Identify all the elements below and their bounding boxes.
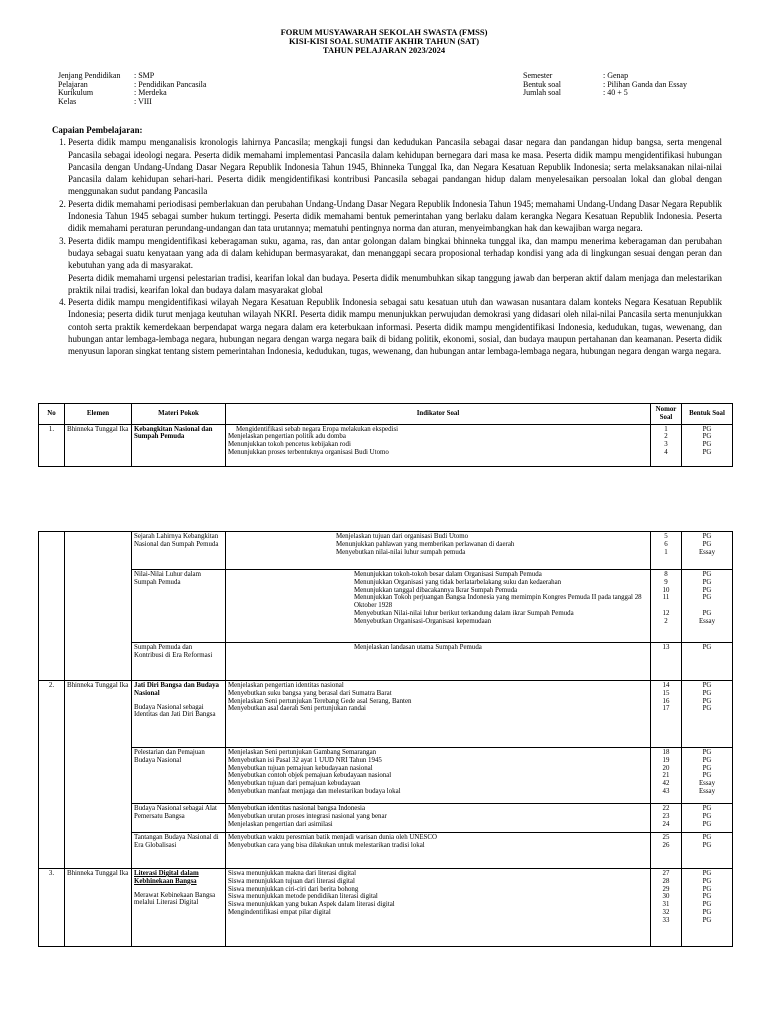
cell-nomor [651,869,682,947]
cell-elemen: Bhinneka Tunggal Ika [65,681,132,869]
bentuk-text: PG [702,571,712,578]
materi-pokok-sub: Merawat Kebinekaan Bangsa melalui Literasi Digital [134,891,216,907]
meta-label: Kurikulum [58,88,94,97]
cell-no [39,532,65,681]
cell-nomor [651,748,682,804]
meta-label: Semester [523,71,553,80]
indikator-text: Menyebutkan identitas nasional bangsa Indonesia [228,805,366,812]
indikator-text: Menjelaskan Seni pertunjukan Terebang Gede asal Serang, Banten [228,697,412,705]
cell-nomor [651,643,682,681]
meta-label: Pelajaran [58,79,88,89]
bentuk-text: PG [702,586,712,594]
indikator-text: Menyebutkan suku bangsa yang berasal dari Sumatra Barat [228,689,392,697]
nomor-text: 18 [662,749,670,756]
cell-materi [132,869,226,947]
cell-indikator [226,424,651,466]
nomor-text: 13 [662,644,670,651]
indikator-text: Menyebutkan tujuan dari pemajuan kebudayaan [228,780,361,788]
nomor-text: 1 [664,425,668,433]
bentuk-text: PG [702,705,712,713]
cell-elemen [65,532,132,681]
cell-bentuk [682,532,733,570]
cell-indikator [226,869,651,947]
indikator-text: Menunjukkan Tokoh perjuangan Bangsa Indonesia yang memimpin Kongres Pemuda II pada tanggal 28 Oktober 1928 [354,594,642,610]
meta-label: Jenjang Pendidikan [58,71,121,80]
table-row [39,833,733,869]
cell-bentuk [682,424,733,466]
cell-nomor [651,833,682,869]
indikator-text: Menyebutkan asal daerah Seni pertunjukan randai [228,705,366,713]
indikator-text: Menunjukkan tokoh pencetus kebijakan rodi [228,441,351,449]
meta-label: Jumlah soal [523,88,561,97]
meta-value: : Pilihan Ganda dan Essay [603,79,687,89]
cell-bentuk [682,643,733,681]
meta-right [523,72,687,98]
bentuk-text: PG [702,772,712,780]
meta-left [58,72,206,106]
capaian-item-extra: Peserta didik memahami urgensi pelestarian tradisi, kearifan lokal dan budaya. Peserta didik menumbuhkan sikap tanggung jawab dan berperan aktif dalam menjaga dan melestarikan praktik nilai tradisi, kearifan lokal dan budaya dalam masyarakat global [68,272,722,295]
nomor-text: 32 [662,908,670,916]
cell-materi: Sumpah Pemuda dan Kontribusi di Era Reformasi [132,643,226,681]
meta-value: : Genap [603,71,629,80]
cell-materi [132,681,226,748]
bentuk-text: PG [702,841,712,849]
cell-bentuk [682,748,733,804]
bentuk-text: PG [702,885,712,893]
table-row [39,869,733,947]
bentuk-text: Essay [698,780,716,788]
nomor-text: 27 [662,870,670,877]
indikator-text: Menyebutkan Organisasi-Organisasi kepemudaan [354,617,492,625]
indikator-text: Menunjukkan proses terbentuknya organisasi Budi Utomo [228,448,389,456]
cell-elemen: Bhinneka Tunggal Ika [65,424,132,466]
bentuk-text: Essay [698,617,716,625]
meta-label: Kelas [58,96,77,106]
nomor-text: 14 [662,682,670,689]
meta-value: : Pendidikan Pancasila [134,79,207,89]
table-row [39,748,733,804]
bentuk-text: PG [702,610,712,618]
bentuk-text: PG [702,893,712,901]
indikator-text: Menjelaskan pengertian politik adu domba [228,433,346,441]
bentuk-text: PG [702,870,712,877]
table-header-row [39,404,733,425]
capaian-item [68,136,722,197]
doc-title-line2: KISI-KISI SOAL SUMATIF AKHIR TAHUN (SAT) [288,36,480,46]
capaian-pembelajaran [52,124,722,358]
nomor-text: 24 [662,820,670,828]
bentuk-text: PG [702,834,712,841]
bentuk-text: PG [702,764,712,772]
col-header-indikator: Indikator Soal [226,404,651,425]
bentuk-text: PG [702,448,712,456]
cell-nomor [651,532,682,570]
cell-indikator [226,681,651,748]
indikator-text: Menyebutkan waktu peresmian batik menjadi warisan dunia oleh UNESCO [228,834,437,841]
indikator-text: Menjelaskan pengertian identitas nasional [228,682,344,689]
cell-no: 3. [39,869,65,947]
bentuk-text: PG [702,540,712,548]
cell-bentuk [682,570,733,643]
bentuk-text: PG [702,425,712,433]
cell-nomor [651,681,682,748]
nomor-text: 29 [662,885,670,893]
capaian-item [68,296,722,357]
nomor-text: 22 [662,805,670,812]
indikator-text: Menjelaskan tujuan dari organisasi Budi Utomo [336,533,469,540]
indikator-text: Menyebutkan tujuan pemajuan kebudayaan nasional [228,764,373,772]
indikator-text: Menunjukkan tanggal dibacakannya Ikrar Sumpah Pemuda [354,586,518,594]
cell-materi: Budaya Nasional sebagai Alat Pemersatu Bangsa [132,804,226,833]
bentuk-text: Essay [698,787,716,795]
cell-materi: Pelestarian dan Pemajuan Budaya Nasional [132,748,226,804]
indikator-text: Menunjukkan Organisasi yang tidak berlatarbelakang suku dan kedaerahan [354,578,562,586]
cell-indikator [226,532,651,570]
bentuk-text: PG [702,908,712,916]
meta-value: : Merdeka [134,88,167,97]
meta-value: : SMP [134,71,155,80]
nomor-text: 17 [662,705,670,713]
col-header-no: No [39,404,65,425]
bentuk-text: PG [702,805,712,812]
indikator-text: Menyebutkan nilai-nilai luhur sumpah pemuda [336,548,466,556]
indikator-text: Menjelaskan pengertian dari asimilasi [228,820,333,828]
indikator-text: Siswa menunjukkan ciri-ciri dari berita bohong [228,885,359,893]
nomor-text: 28 [662,877,670,885]
indikator-text: Siswa menunjukkan tujuan dari literasi digital [228,877,355,885]
capaian-item-text: Peserta didik memahami periodisasi pemberlakuan dan perubahan Undang-Undang Dasar Negara Republik Indonesia Tahun 1945; memahami Undang-Undang Dasar Negara Republik Indonesia Tahun 1945 sebagai sumber hukum tertinggi. Peserta didik memahami bentuk pemerintahan yang berlaku dalam kerangka Negara Kesatuan Republik Indonesia. Peserta didik memahami peraturan perundang-undangan dan tata urutannya; mematuhi pentingnya norma dan aturan, menyeimbangkan hak dan kewajiban warga negara. [68,198,722,234]
bentuk-text: Essay [698,548,716,556]
indikator-text: Mengidentifikasi sebab negara Eropa melakukan ekspedisi [236,425,399,433]
nomor-text: 26 [662,841,670,849]
bentuk-text: PG [702,820,712,828]
cell-no: 2. [39,681,65,869]
cell-elemen: Bhinneka Tunggal Ika [65,869,132,947]
indikator-text: Siswa menunjukkan metode pendidikan literasi digital [228,893,378,901]
doc-title-line1: FORUM MUSYAWARAH SEKOLAH SWASTA (FMSS) [280,27,488,37]
bentuk-text: PG [702,433,712,441]
materi-pokok-title: Jati Diri Bangsa dan Budaya Nasional [134,682,220,697]
nomor-text: 21 [662,772,670,780]
capaian-item-text: Peserta didik mampu menganalisis kronologis lahirnya Pancasila; mengkaji fungsi dan kedudukan Pancasila sebagai dasar negara dan pandangan hidup bangsa, serta mengenal Pancasila sebagai ideologi negara. Peserta didik memahami implementasi Pancasila dalam kehidupan bernegara dari masa ke masa. Peserta didik mampu mengidentifikasi hubungan Pancasila dengan Undang-Undang Dasar Negara Republik Indonesia Tahun 1945, Bhinneka Tunggal Ika, dan Negara Kesatuan Republik Indonesia; serta melaksanakan nilai-nilai Pancasila dalam kehidupan sehari-hari. Peserta didik mengidentifikasi kontribusi Pancasila sebagai pandangan hidup dalam menyelesaikan persoalan lokal dan global dengan menggunakan sudut pandang Pancasila [68,137,722,197]
nomor-text: 23 [662,812,670,820]
indikator-text: Menjelaskan Seni pertunjukan Gambang Semarangan [228,749,377,756]
cell-indikator [226,804,651,833]
indikator-text: Menyebutkan isi Pasal 32 ayat 1 UUD NRI Tahun 1945 [228,756,382,764]
bentuk-text: PG [702,689,712,697]
nomor-text: 16 [662,697,670,705]
capaian-item [68,198,722,235]
col-header-materi: Materi Pokok [132,404,226,425]
bentuk-text: PG [702,441,712,449]
cell-indikator [226,748,651,804]
cell-materi: Tantangan Budaya Nasional di Era Globalisasi [132,833,226,869]
bentuk-text: PG [702,812,712,820]
indikator-text: Menyebutkan contoh objek pemajuan kebudayaan nasional [228,772,392,780]
nomor-text: 1 [664,548,668,556]
cell-bentuk [682,869,733,947]
nomor-text: 11 [662,594,670,602]
cell-nomor [651,424,682,466]
cell-materi: Kebangkitan Nasional dan Sumpah Pemuda [132,424,226,466]
table-row [39,681,733,748]
kisi-kisi-table-top [38,403,733,467]
nomor-text: 5 [664,533,668,540]
indikator-text: Mengindentifikasi empat pilar digital [228,908,331,916]
capaian-title: Capaian Pembelajaran: [52,125,143,135]
nomor-text: 31 [662,901,670,909]
cell-bentuk [682,833,733,869]
bentuk-text: PG [702,682,712,689]
cell-indikator [226,833,651,869]
nomor-text: 42 [662,780,670,788]
capaian-item [68,235,722,296]
nomor-text: 2 [664,617,668,625]
col-header-elemen: Elemen [65,404,132,425]
cell-no: 1. [39,424,65,466]
bentuk-text: PG [702,916,712,924]
nomor-text: 2 [664,433,668,441]
capaian-item-text: Peserta didik mampu mengidentifikasi keberagaman suku, agama, ras, dan antar golongan dalam bingkai bhinneka tunggal ika, dan mampu menerima keberagaman dan perubahan budaya sebagai suatu kenyataan yang ada di dalam kehidupan bermasyarakat, dan menanggapi secara proposional terhadap kondisi yang ada di lingkungan sesuai dengan peran dan kebutuhan yang ada di masyarakat. [68,235,722,271]
cell-bentuk [682,804,733,833]
bentuk-text: PG [702,901,712,909]
bentuk-text: PG [702,756,712,764]
nomor-text: 9 [664,578,668,586]
col-header-nomor: Nomor Soal [651,404,682,425]
nomor-text: 6 [664,540,668,548]
nomor-text: 30 [662,893,670,901]
doc-title-line3: TAHUN PELAJARAN 2023/2024 [322,45,446,55]
bentuk-text: PG [702,644,712,651]
indikator-text: Menunjukkan pahlawan yang memberikan perlawanan di daerah [336,540,515,548]
nomor-text: 3 [664,441,668,449]
nomor-text: 10 [662,586,670,594]
nomor-text: 12 [662,610,670,618]
meta-value: : 40 + 5 [603,88,628,97]
indikator-text: Siswa menunjukkan yang bukan Aspek dalam literasi digital [228,901,395,909]
indikator-text: Menjelaskan landasan utama Sumpah Pemuda [354,644,482,651]
bentuk-text: PG [702,749,712,756]
cell-materi: Nilai-Nilai Luhur dalam Sumpah Pemuda [132,570,226,643]
bentuk-text: PG [702,594,712,602]
bentuk-text: PG [702,697,712,705]
indikator-text: Menyebutkan urutan proses integrasi nasional yang benar [228,812,387,820]
table-row [39,532,733,570]
nomor-text: 20 [662,764,670,772]
cell-indikator [226,643,651,681]
indikator-text: Menunjukkan tokoh-tokoh besar dalam Organisasi Sumpah Pemuda [354,571,542,578]
kisi-kisi-table-continued [38,531,733,947]
meta-value: : VIII [134,96,152,106]
table-row [39,570,733,643]
nomor-text: 15 [662,689,670,697]
cell-bentuk [682,681,733,748]
bentuk-text: PG [702,877,712,885]
cell-indikator [226,570,651,643]
indikator-text: Menyebutkan cara yang bisa dilakukan untuk melestarikan tradisi lokal [228,841,425,849]
cell-nomor [651,570,682,643]
capaian-item-text: Peserta didik mampu mengidentifikasi wilayah Negara Kesatuan Republik Indonesia sebagai satu kesatuan utuh dan wawasan nusantara dalam konteks Negara Kesatuan Republik Indonesia; peserta didik turut menjaga keutuhan wilayah NKRI. Peserta didik mampu menunjukkan perwujudan demokrasi yang didasari oleh nilai-nilai Pancasila serta menunjukkan contoh serta praktik kemerdekaan berpendapat warga negara dalam era keterbukaan informasi. Peserta didik mampu mengidentifikasi Indonesia, kedudukan, tugas, wewenang, dan hubungan antar lembaga-lembaga negara, hubungan negara dengan warga negara baik di bidang politik, ekonomi, sosial, dan budaya maupun pertahanan dan keamanan. Peserta didik menyusun laporan singkat tentang sistem pemerintahan Indonesia, kedudukan, tugas, wewenang, dan hubungan antar lembaga-lembaga negara, hubungan negara dengan warga negara. [68,297,722,357]
meta-label: Bentuk soal [523,79,561,89]
bentuk-text: PG [702,578,712,586]
nomor-text: 33 [662,916,670,924]
indikator-text: Menyebutkan Nilai-nilai luhur berikut terkandung dalam ikrar Sumpah Pemuda [354,609,574,617]
nomor-text: 8 [664,571,668,578]
materi-pokok-title: Literasi Digital dalam Kebhinekaan Bangsa [134,870,199,885]
cell-nomor [651,804,682,833]
nomor-text: 25 [662,834,670,841]
nomor-text: 4 [664,448,668,456]
nomor-text: 19 [662,756,670,764]
nomor-text: 43 [662,787,670,795]
bentuk-text: PG [702,533,712,540]
indikator-text: Siswa menunjukkan makna dari literasi digital [228,870,357,877]
materi-pokok-sub: Budaya Nasional sebagai Identitas dan Jati Diri Bangsa [134,703,216,719]
table-row [39,804,733,833]
col-header-bentuk: Bentuk Soal [682,404,733,425]
indikator-text: Menyebutkan manfaat menjaga dan melestarikan budaya lokal [228,787,401,795]
table-row [39,424,733,466]
cell-materi: Sejarah Lahirnya Kebangkitan Nasional dan Sumpah Pemuda [132,532,226,570]
table-row [39,643,733,681]
